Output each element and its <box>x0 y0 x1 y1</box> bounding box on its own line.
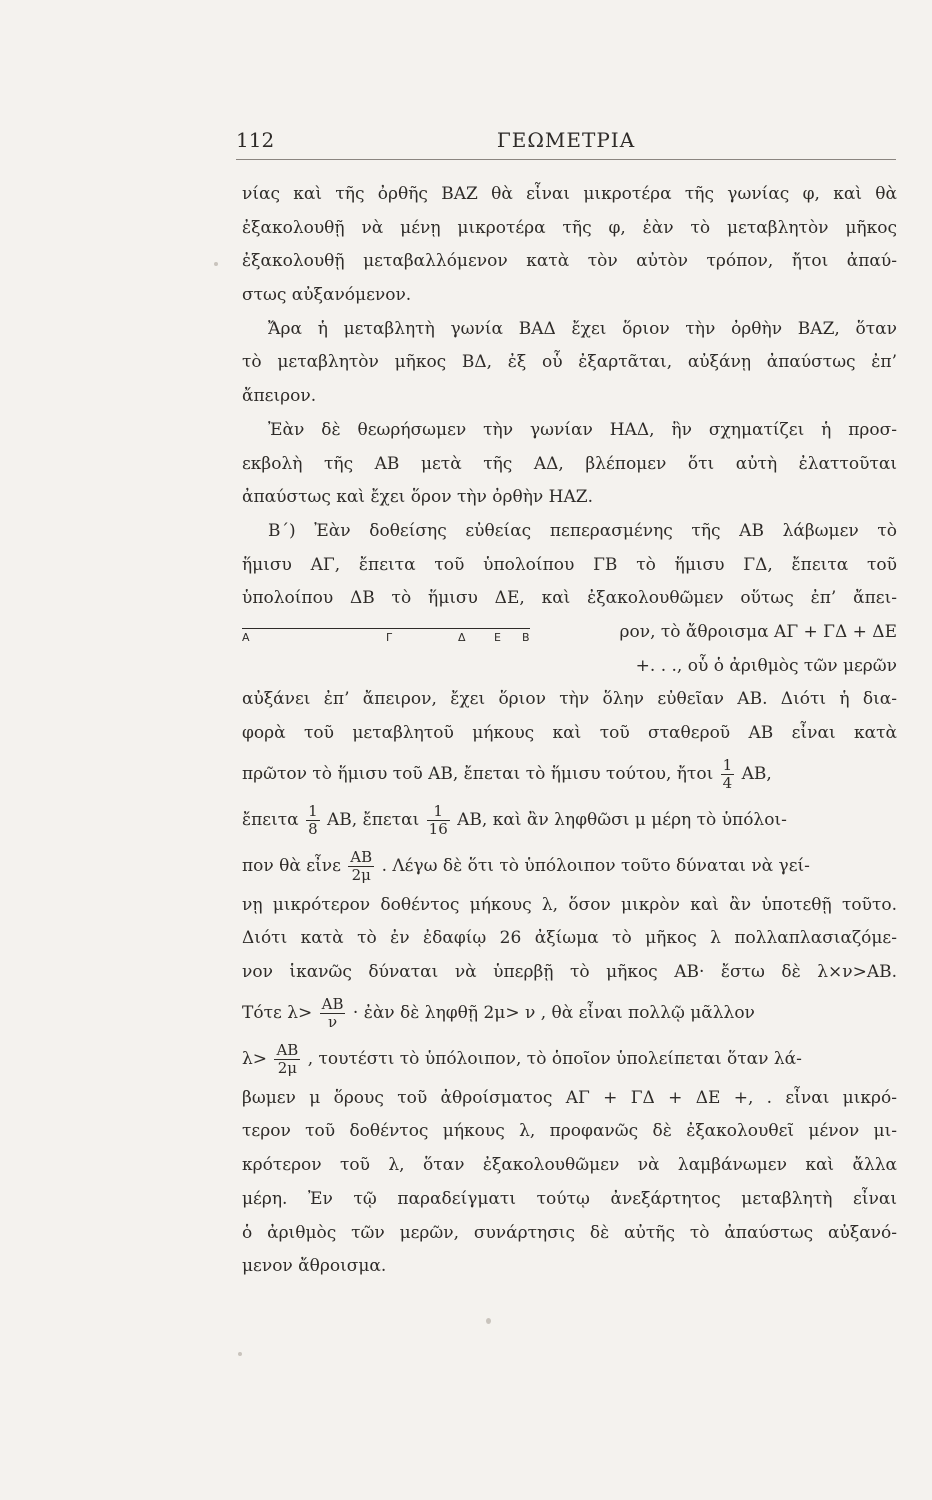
fraction-denominator: 16 <box>428 819 448 838</box>
point-label-delta: Δ <box>458 631 466 644</box>
text-line: ὁ ἀριθμὸς τῶν μερῶν, συνάρτησις δὲ αὐτῆς τὸ ἀπαύστως αὐξανό- <box>242 1222 897 1243</box>
fraction-denominator: 4 <box>722 773 733 792</box>
fraction-numerator: ΑΒ <box>276 1041 299 1060</box>
text-line: κρότερον τοῦ λ, ὅταν ἐξακολουθῶμεν νὰ λαμβάνωμεν καὶ ἄλλα <box>242 1155 897 1176</box>
fraction-denominator: 2μ <box>351 865 371 884</box>
fraction-numerator: 1 <box>427 803 450 821</box>
text-line: Ἐὰν δὲ θεωρήσωμεν τὴν γωνίαν ΗΑΔ, ἣν σχηματίζει ἡ προσ- <box>268 419 897 440</box>
text-fragment: . Λέγω δὲ ὅτι τὸ ὑπόλοιπον τοῦτο δύναται νὰ γεί- <box>381 855 810 876</box>
text-fragment: λ> <box>242 1048 268 1069</box>
text-line: Β΄) Ἐὰν δοθείσης εὐθείας πεπερασμένης τῆς ΑΒ λάβωμεν τὸ <box>268 520 897 541</box>
header-rule <box>236 159 896 160</box>
text-line: βωμεν μ ὅρους τοῦ ἀθροίσματος ΑΓ + ΓΔ + ΔΕ +, . εἶναι μικρό- <box>242 1087 897 1108</box>
text-line: μέρη. Ἐν τῷ παραδείγματι τούτῳ ἀνεξάρτητος μεταβλητὴ εἶναι <box>242 1188 897 1209</box>
text-line: νίας καὶ τῆς ὀρθῆς ΒΑΖ θὰ εἶναι μικροτέρα τῆς γωνίας φ, καὶ θὰ <box>242 184 897 204</box>
page-number: 112 <box>236 128 275 152</box>
text-line: νῃ μικρότερον δοθέντος μήκους λ, ὅσον μικρὸν καὶ ἂν ὑποτεθῇ τοῦτο. <box>242 894 897 915</box>
paper-speck <box>486 1318 491 1324</box>
fraction-denominator: 8 <box>308 819 318 838</box>
text-line: ἐξακολουθῇ νὰ μένῃ μικροτέρα τῆς φ, ἐὰν τὸ μεταβλητὸν μῆκος <box>242 217 897 238</box>
text-line: αὐξάνει ἐπ’ ἄπειρον, ἔχει ὅριον τὴν ὅλην εὐθεῖαν ΑΒ. Διότι ἡ δια- <box>242 689 897 710</box>
fraction <box>721 757 735 791</box>
text-line: ἄπειρον. <box>242 386 317 407</box>
fraction <box>348 849 374 883</box>
text-line: στως αὐξανόμενον. <box>242 285 412 306</box>
text-line: φορὰ τοῦ μεταβλητοῦ μήκους καὶ τοῦ σταθεροῦ ΑΒ εἶναι κατὰ <box>242 723 897 743</box>
point-label-b: B <box>522 631 530 644</box>
fraction <box>306 803 320 837</box>
fraction-numerator: ΑΒ <box>350 848 373 867</box>
fraction-numerator: ΑΒ <box>321 995 344 1014</box>
text-line-with-fraction <box>242 751 897 797</box>
text-fragment: ΑΒ, <box>741 763 772 784</box>
text-line: Ἄρα ἡ μεταβλητὴ γωνία ΒΑΔ ἔχει ὅριον τὴν ὀρθὴν ΒΑΖ, ὅταν <box>268 318 897 339</box>
text-line: +. . ., οὗ ὁ ἀριθμὸς τῶν μερῶν <box>635 655 897 676</box>
text-line: ἀπαύστως καὶ ἔχει ὅρον τὴν ὀρθὴν ΗΑΖ. <box>242 487 593 508</box>
text-line: νον ἱκανῶς δύναται νὰ ὑπερβῇ τὸ μῆκος ΑΒ· ἔστω δὲ λ×ν>ΑΒ. <box>242 962 897 983</box>
text-line-with-fraction <box>242 843 897 889</box>
text-line: εκβολὴ τῆς ΑΒ μετὰ τῆς ΑΔ, βλέπομεν ὅτι αὐτὴ ἐλαττοῦται <box>242 453 897 474</box>
fraction-denominator: 2μ <box>277 1058 298 1077</box>
fraction-numerator: 1 <box>722 756 733 775</box>
text-line-with-fraction <box>242 797 897 843</box>
text-fragment: πρῶτον τὸ ἥμισυ τοῦ ΑΒ, ἔπεται τὸ ἥμισυ τούτου, ἤτοι <box>242 763 714 784</box>
paper-speck <box>238 1352 242 1356</box>
fraction <box>427 803 450 837</box>
text-line: ἥμισυ ΑΓ, ἔπειτα τοῦ ὑπολοίπου ΓΒ τὸ ἥμισυ ΓΔ, ἔπειτα τοῦ <box>242 554 897 575</box>
text-line: ὑπολοίπου ΔΒ τὸ ἥμισυ ΔΕ, καὶ ἐξακολουθῶμεν οὕτως ἐπ’ ἄπει- <box>242 588 897 609</box>
text-line: Διότι κατὰ τὸ ἐν ἐδαφίῳ 26 ἀξίωμα τὸ μῆκος λ πολλαπλασιαζόμε- <box>242 928 897 949</box>
point-label-e: E <box>494 631 501 644</box>
fraction-denominator: ν <box>327 1012 338 1031</box>
text-line: μενον ἄθροισμα. <box>242 1256 387 1277</box>
paper-speck <box>214 262 218 266</box>
text-fragment: , τουτέστι τὸ ὑπόλοιπον, τὸ ὁποῖον ὑπολείπεται ὅταν λά- <box>307 1048 802 1069</box>
text-fragment: πον θὰ εἶνε <box>242 855 341 876</box>
text-fragment: Τότε λ> <box>242 1002 313 1023</box>
fraction <box>274 1042 300 1076</box>
fraction-numerator: 1 <box>308 802 318 821</box>
text-fragment: ΑΒ, ἔπεται <box>327 809 420 830</box>
text-line: ρον, τὸ ἄθροισμα ΑΓ + ΓΔ + ΔΕ <box>619 621 897 642</box>
page-header <box>236 128 896 158</box>
text-fragment: · ἐὰν δὲ ληφθῇ 2μ> ν , θὰ εἶναι πολλῷ μᾶλλον <box>352 1002 755 1023</box>
point-label-gamma: Γ <box>386 631 393 644</box>
text-fragment: ἔπειτα <box>242 809 299 830</box>
text-line-with-fraction <box>242 990 897 1036</box>
running-title: ΓΕΩΜΕΤΡΙΑ <box>496 128 636 152</box>
fraction <box>320 996 346 1030</box>
text-line: ἐξακολουθῇ μεταβαλλόμενον κατὰ τὸν αὐτὸν τρόπον, ἤτοι ἀπαύ- <box>242 251 897 272</box>
text-line-with-fraction <box>242 1036 897 1082</box>
text-line: τερον τοῦ δοθέντος μήκους λ, προφανῶς δὲ ἐξακολουθεῖ μένον μι- <box>242 1121 897 1142</box>
point-label-a: A <box>242 631 250 644</box>
body-text <box>242 178 897 1284</box>
text-fragment: ΑΒ, καὶ ἂν ληφθῶσι μ μέρη τὸ ὑπόλοι- <box>457 809 787 830</box>
segment-line <box>242 628 530 629</box>
text-line: τὸ μεταβλητὸν μῆκος ΒΔ, ἐξ οὗ ἐξαρτᾶται, αὐξάνῃ ἀπαύστως ἐπ’ <box>242 352 897 373</box>
segment-figure <box>242 628 530 650</box>
